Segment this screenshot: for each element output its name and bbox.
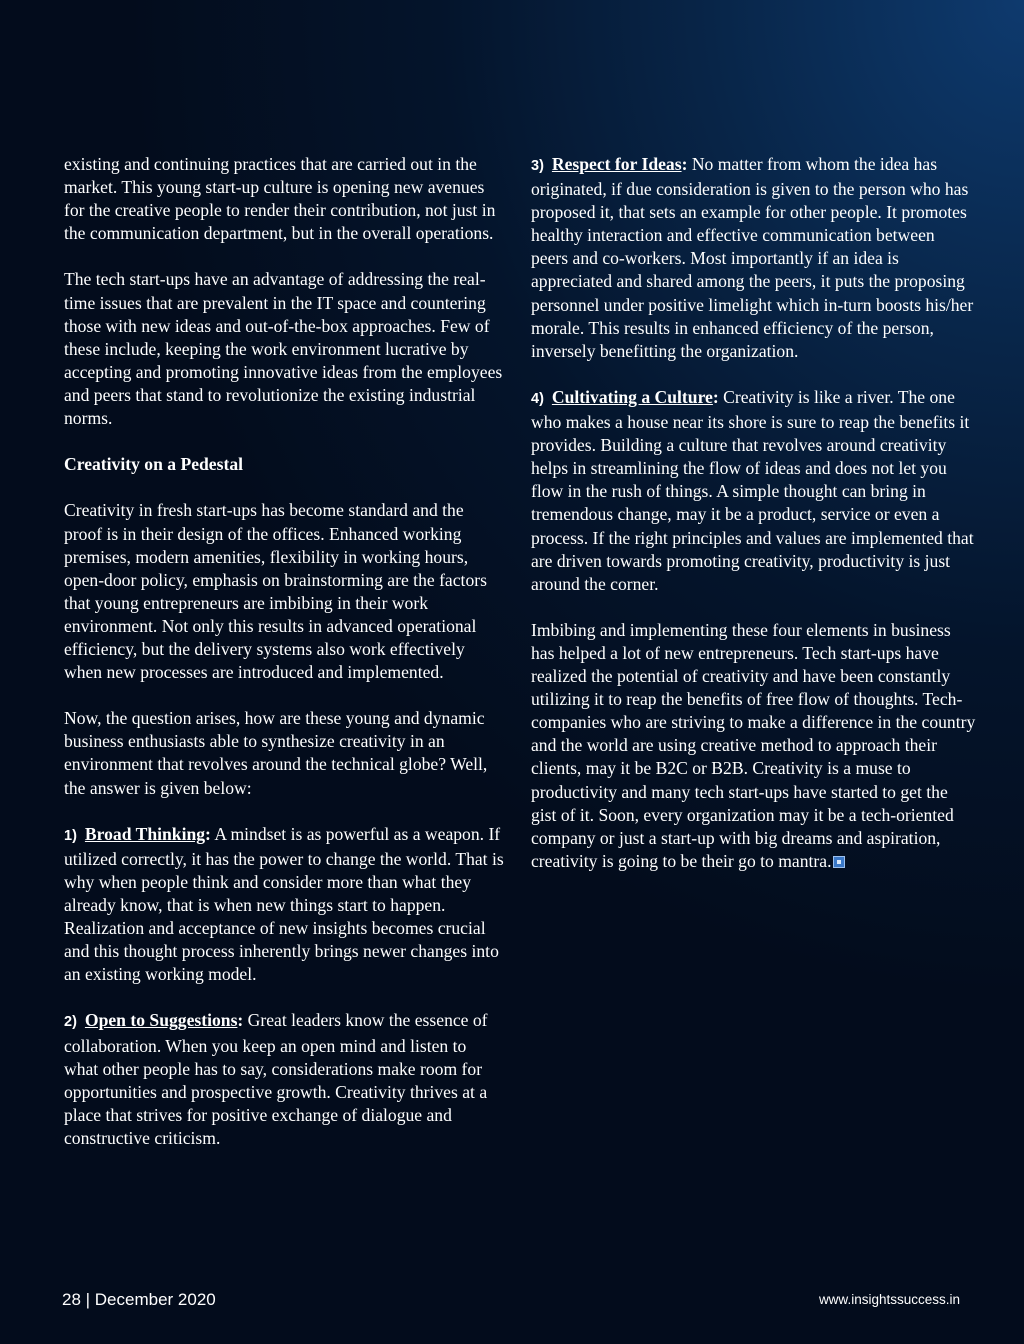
paragraph-creativity-offices: Creativity in fresh start-ups has become standard and the proof is in their design of the offices. Enhanced working premises, modern amenities, flexibility in working hours, open-door policy, emphasis on brainstorming are the factors that young entrepreneurs are imbibing in their work environment. Not only this results in advanced operational efficiency, but the delivery systems also work effectively when new processes are introduced and implemented.: [64, 500, 487, 683]
section-heading: Creativity on a Pedestal: [64, 454, 244, 475]
website-url: www.insightssuccess.in: [818, 1292, 960, 1307]
paragraph-intro: existing and continuing practices that are carried out in the market. This young start-up culture is opening new avenues for the creative people to render their contribution, not just in the communication department, but in the overall operations.: [64, 154, 496, 244]
item-term: Broad Thinking: [84, 823, 206, 844]
item-colon: :: [237, 1010, 244, 1031]
list-item-broad-thinking: [64, 823, 504, 987]
item-colon: :: [712, 386, 719, 407]
item-colon: :: [681, 154, 688, 174]
list-item-cultivating-a-culture: [531, 386, 976, 596]
item-number: 2): [64, 1014, 77, 1031]
item-text: No matter from whom the idea has originated, if due consideration is given to the person who has proposed it, that sets an example for other people. It promotes healthy interaction and effective communication between peers and co-workers. Most importantly if an idea is appreciated and shared among the peers, it puts the proposing personnel under positive limelight which in-turn boosts his/her morale. This results in enhanced efficiency of the person, inversely benefitting the organization.: [531, 154, 974, 361]
paragraph-tech-startups: The tech start-ups have an advantage of addressing the real-time issues that are prevalent in the IT space and countering those with new ideas and out-of-the-box approaches. Few of these include, keeping the work environment lucrative by accepting and promoting innovative ideas from the employees and peers that stand to revolutionize the existing industrial norms.: [64, 269, 503, 429]
item-text: Creativity is like a river. The one who makes a house near its shore is sure to reap the benefits it provides. Building a culture that revolves around creativity helps in streamlining the flow of ideas and does not let you flow in the rush of things. A simple thought can bring in tremendous change, may it be a product, service or even a process. If the right principles and values are implemented that are driven towards promoting creativity, productivity is just around the corner.: [531, 386, 974, 594]
item-term: Cultivating a Culture: [551, 386, 713, 407]
item-term: Respect for Ideas: [551, 154, 682, 174]
item-colon: :: [205, 823, 211, 844]
item-number: 3): [531, 158, 544, 174]
closing-text: Imbibing and implementing these four elements in business has helped a lot of new entrepreneurs. Tech start-ups have realized the potential of creativity and have been constantly utilizing it to reap the benefits of free flow of thoughts. Tech-companies who are striving to make a difference in the country and the world are using creative method to approach their clients, may it be B2C or B2B. Creativity is a muse to productivity and many tech start-ups have started to get the gist of it. Soon, every organization may it be a tech-oriented company or just a start-up with big dreams and aspiration, creativity is going to be their go to mantra.: [531, 619, 976, 871]
item-number: 1): [64, 827, 77, 844]
paragraph-question: Now, the question arises, how are these young and dynamic business enthusiasts able to synthesize creativity in an environment that revolves around the technical globe? Well, the answer is given below:: [64, 708, 488, 798]
end-of-article-icon: [833, 856, 845, 868]
list-item-respect-for-ideas: [531, 153, 976, 363]
paragraph-closing: [531, 619, 976, 873]
right-column: [531, 153, 976, 896]
item-number: 4): [531, 390, 544, 407]
item-text: A mindset is as powerful as a weapon. If utilized correctly, it has the power to change the world. That is why when people think and consider more than what they already know, that is when new things start to happen. Realization and acceptance of new insights becomes crucial and this thought process inherently brings newer changes into an existing working model.: [64, 823, 504, 985]
item-text: Great leaders know the essence of collaboration. When you keep an open mind and listen to what other people has to say, considerations make room for opportunities and prospective growth. Creativity thrives at a place that strives for positive exchange of dialogue and constructive criticism.: [64, 1010, 488, 1148]
left-column: [64, 153, 504, 1173]
item-term: Open to Suggestions: [84, 1010, 238, 1031]
list-item-open-to-suggestions: [64, 1009, 504, 1150]
page-number-date: 28 | December 2020: [62, 1290, 216, 1309]
